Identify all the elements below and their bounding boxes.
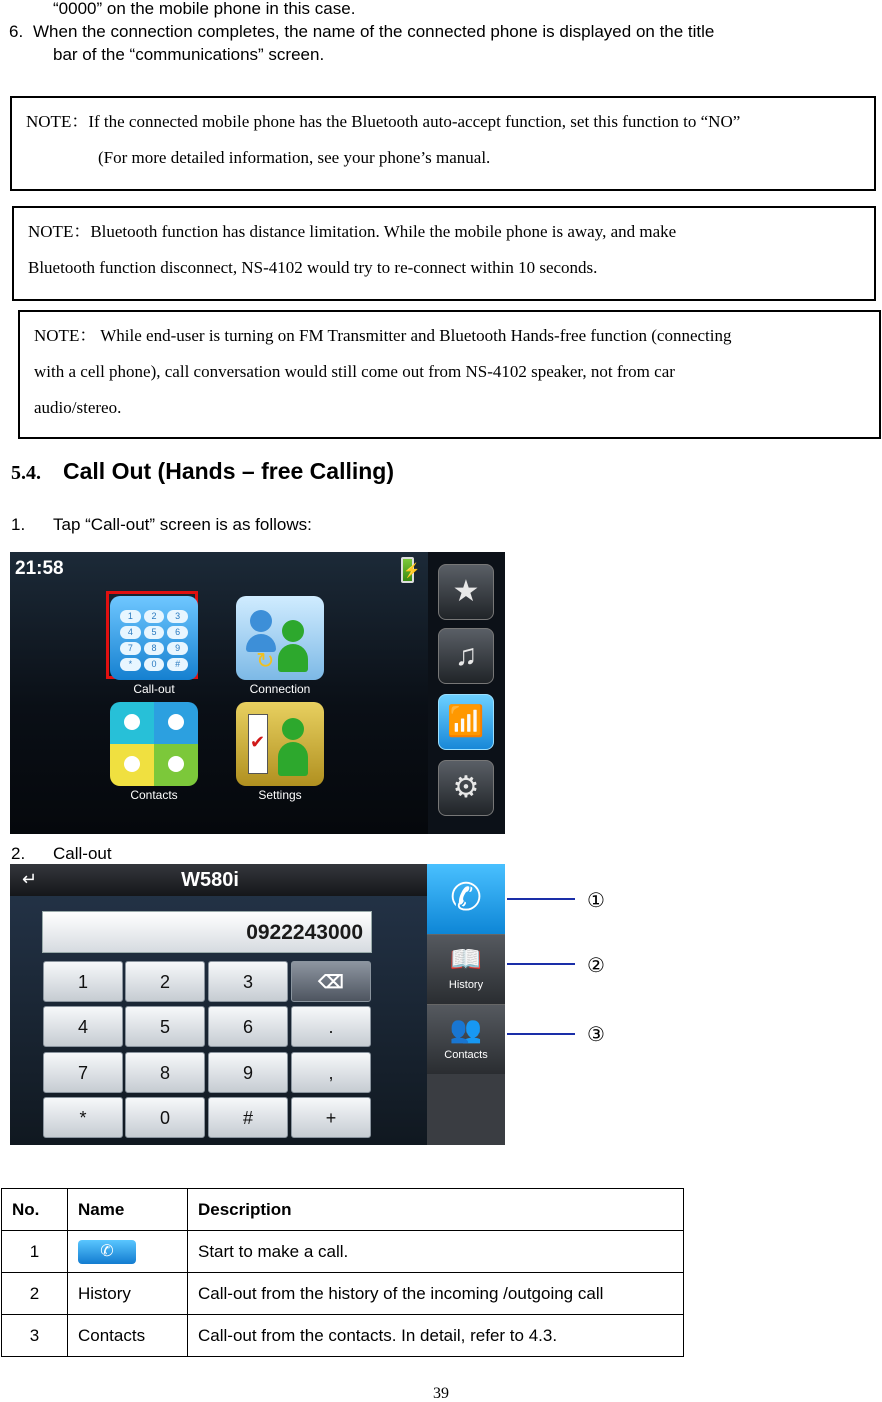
callout-line bbox=[507, 1033, 575, 1035]
table-row bbox=[2, 1273, 684, 1315]
table-header-row bbox=[2, 1189, 684, 1231]
section-heading bbox=[11, 458, 394, 485]
home-screen-screenshot bbox=[10, 552, 505, 834]
connected-phone-name: W580i bbox=[181, 869, 239, 891]
note-box-distance bbox=[12, 206, 876, 301]
section-title: Call Out (Hands – free Calling) bbox=[63, 458, 394, 484]
note-text: audio/stereo. bbox=[34, 398, 122, 417]
note-text: NOTE：Bluetooth function has distance limitation. While the mobile phone is away, and make bbox=[28, 222, 677, 241]
table-row bbox=[2, 1231, 684, 1273]
connection-label: Connection bbox=[249, 682, 311, 696]
callout-3: ③ bbox=[587, 1024, 605, 1046]
callout-line bbox=[507, 963, 575, 965]
callout-line bbox=[507, 898, 575, 900]
row-description: Call-out from the contacts. In detail, refer to 4.3. bbox=[188, 1315, 684, 1357]
note-box-fm-transmitter bbox=[18, 310, 881, 439]
dialer-sidebar bbox=[427, 864, 505, 1145]
key-2[interactable]: 2 bbox=[125, 961, 205, 1002]
phone-bluetooth-icon[interactable]: 📶 bbox=[438, 694, 494, 750]
table-row bbox=[2, 1315, 684, 1357]
note-text: (For more detailed information, see your phone’s manual. bbox=[98, 148, 491, 167]
person-icon bbox=[124, 756, 140, 772]
note-text: with a cell phone), call conversation would still come out from NS-4102 speaker, not from car bbox=[34, 362, 675, 381]
step-2-number: 2. bbox=[11, 844, 26, 863]
column-header: Name bbox=[68, 1189, 188, 1231]
key-5[interactable]: 5 bbox=[125, 1006, 205, 1047]
contacts-button[interactable] bbox=[427, 1004, 505, 1074]
row-number: 3 bbox=[2, 1315, 68, 1357]
contacts-people-icon: 👥 bbox=[449, 1014, 483, 1044]
gears-icon[interactable]: ⚙ bbox=[438, 760, 494, 816]
clock: 21:58 bbox=[15, 558, 64, 579]
note-box-auto-accept bbox=[10, 96, 876, 191]
step-6-line-1: When the connection completes, the name of the connected phone is displayed on the title bbox=[33, 22, 715, 41]
music-video-icon[interactable]: ♫ bbox=[438, 628, 494, 684]
contacts-label: Contacts bbox=[444, 1049, 488, 1061]
history-label: History bbox=[448, 979, 484, 991]
person-body bbox=[278, 644, 308, 672]
step-1-text: Tap “Call-out” screen is as follows: bbox=[53, 515, 312, 534]
person-icon bbox=[282, 718, 304, 740]
row-description: Call-out from the history of the incoming /outgoing call bbox=[188, 1273, 684, 1315]
checkmark-icon: ✔ bbox=[250, 732, 266, 752]
key-9[interactable]: 9 bbox=[208, 1052, 288, 1093]
book-icon: 📖 bbox=[449, 944, 483, 974]
settings-app-icon[interactable] bbox=[236, 702, 324, 786]
note-text: NOTE：If the connected mobile phone has the Bluetooth auto-accept function, set this function to “NO” bbox=[26, 112, 741, 131]
key-0[interactable]: 0 bbox=[125, 1097, 205, 1138]
call-button[interactable] bbox=[427, 864, 505, 934]
row-number: 2 bbox=[2, 1273, 68, 1315]
section-number: 5.4. bbox=[11, 462, 41, 484]
dialed-number: 0922243000 bbox=[246, 921, 363, 944]
call-out-label: Call-out bbox=[133, 682, 175, 696]
row-name: History bbox=[68, 1273, 188, 1315]
battery-charging-icon: ⚡ bbox=[401, 557, 414, 583]
contacts-label: Contacts bbox=[130, 788, 178, 802]
key-plus[interactable]: + bbox=[291, 1097, 371, 1138]
key-comma[interactable]: , bbox=[291, 1052, 371, 1093]
person-icon bbox=[250, 610, 272, 632]
person-body bbox=[278, 742, 308, 776]
step-6-line-2: bar of the “communications” screen. bbox=[53, 45, 325, 64]
step-1-number: 1. bbox=[11, 515, 26, 534]
title-bar bbox=[10, 864, 427, 896]
row-name: Contacts bbox=[68, 1315, 188, 1357]
key-3[interactable]: 3 bbox=[208, 961, 288, 1002]
row-description: Start to make a call. bbox=[188, 1231, 684, 1273]
row-name bbox=[68, 1231, 188, 1273]
person-icon bbox=[282, 620, 304, 642]
history-button[interactable] bbox=[427, 934, 505, 1004]
phone-handset-icon: ✆ bbox=[450, 877, 482, 919]
home-sidebar bbox=[428, 552, 505, 834]
page-number: 39 bbox=[433, 1385, 449, 1402]
step-2-text: Call-out bbox=[53, 844, 112, 863]
backspace-icon[interactable]: ⌫ bbox=[291, 961, 371, 1002]
note-text: Bluetooth function disconnect, NS-4102 would try to re-connect within 10 seconds. bbox=[28, 258, 598, 277]
column-header: Description bbox=[188, 1189, 684, 1231]
column-header: No. bbox=[2, 1189, 68, 1231]
button-description-table bbox=[1, 1188, 684, 1357]
callout-2: ② bbox=[587, 955, 605, 977]
number-display bbox=[42, 911, 372, 953]
person-icon bbox=[168, 714, 184, 730]
key-7[interactable]: 7 bbox=[43, 1052, 123, 1093]
dialer-screen-screenshot bbox=[10, 864, 505, 1145]
row-number: 1 bbox=[2, 1231, 68, 1273]
callout-1: ① bbox=[587, 890, 605, 912]
key-6[interactable]: 6 bbox=[208, 1006, 288, 1047]
contacts-app-icon[interactable] bbox=[110, 702, 198, 786]
key-hash[interactable]: # bbox=[208, 1097, 288, 1138]
key-1[interactable]: 1 bbox=[43, 961, 123, 1002]
keypad-icon: 1 2 3 4 5 6 7 8 9 * 0 # bbox=[120, 610, 188, 671]
intro-line: “0000” on the mobile phone in this case. bbox=[53, 0, 356, 18]
key-8[interactable]: 8 bbox=[125, 1052, 205, 1093]
note-text: NOTE： While end-user is turning on FM Transmitter and Bluetooth Hands-free function (connecting bbox=[34, 326, 732, 345]
connection-app-icon[interactable] bbox=[236, 596, 324, 680]
key-star[interactable]: * bbox=[43, 1097, 123, 1138]
call-out-app-icon[interactable] bbox=[110, 596, 198, 680]
key-period[interactable]: . bbox=[291, 1006, 371, 1047]
back-arrow-icon[interactable]: ↵ bbox=[22, 869, 38, 889]
key-4[interactable]: 4 bbox=[43, 1006, 123, 1047]
star-icon[interactable]: ★ bbox=[438, 564, 494, 620]
call-icon: ✆ bbox=[78, 1240, 136, 1264]
settings-label: Settings bbox=[258, 788, 302, 802]
sync-arrow-icon: ↻ bbox=[256, 648, 275, 673]
person-icon bbox=[168, 756, 184, 772]
person-icon bbox=[124, 714, 140, 730]
step-6-number: 6. bbox=[9, 22, 24, 41]
